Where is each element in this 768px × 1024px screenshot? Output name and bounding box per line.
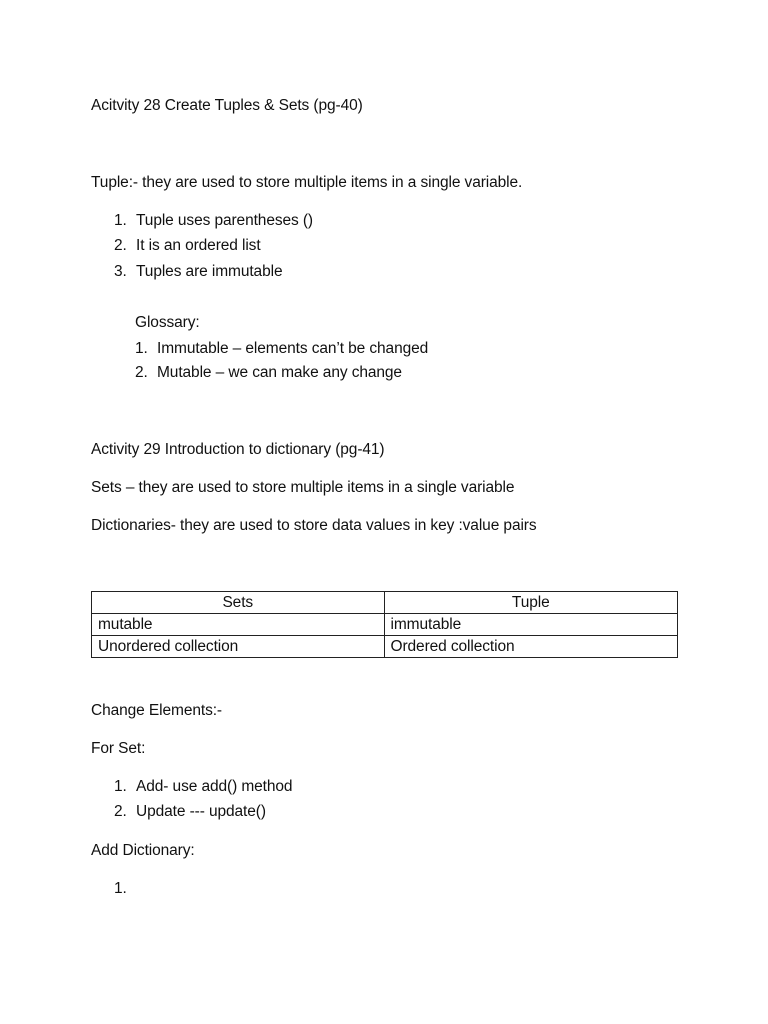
table-row [92, 614, 678, 636]
table-cell: Ordered collection [384, 636, 677, 658]
add-dictionary-heading: Add Dictionary: [91, 842, 195, 859]
list-item [114, 879, 136, 899]
list-number: 1. [114, 212, 127, 229]
list-number: 2. [114, 803, 127, 820]
dictionaries-definition: Dictionaries- they are used to store data values in key :value pairs [91, 517, 537, 534]
list-item [114, 236, 261, 256]
activity28-title: Acitvity 28 Create Tuples & Sets (pg-40) [91, 97, 363, 114]
sets-definition: Sets – they are used to store multiple items in a single variable [91, 479, 515, 496]
table-header-cell: Sets [92, 592, 385, 614]
table-row [92, 636, 678, 658]
glossary-heading: Glossary: [135, 314, 200, 331]
list-item [114, 802, 266, 822]
table-cell: mutable [92, 614, 385, 636]
glossary-item [135, 363, 402, 383]
list-number: 3. [114, 263, 127, 280]
list-text: Tuple uses parentheses () [136, 212, 313, 229]
list-text: Tuples are immutable [136, 263, 283, 280]
table-header-row [92, 592, 678, 614]
table-cell: immutable [384, 614, 677, 636]
tuple-definition: Tuple:- they are used to store multiple items in a single variable. [91, 174, 523, 191]
list-number: 1. [114, 778, 127, 795]
list-item [114, 211, 313, 231]
list-text: It is an ordered list [136, 237, 261, 254]
list-item [114, 262, 282, 282]
list-text: Update --- update() [136, 803, 266, 820]
for-set-heading: For Set: [91, 740, 146, 757]
change-elements-heading: Change Elements:- [91, 702, 222, 719]
activity29-title: Activity 29 Introduction to dictionary (pg-41) [91, 441, 385, 458]
list-number: 2. [114, 237, 127, 254]
list-number: 2. [135, 364, 148, 381]
list-text: Add- use add() method [136, 778, 293, 795]
table-header-cell: Tuple [384, 592, 677, 614]
list-number: 1. [114, 880, 127, 897]
glossary-item [135, 339, 428, 359]
comparison-table [91, 591, 678, 658]
list-number: 1. [135, 340, 148, 357]
list-text: Mutable – we can make any change [157, 364, 402, 381]
table-cell: Unordered collection [92, 636, 385, 658]
list-text: Immutable – elements can’t be changed [157, 340, 429, 357]
list-item [114, 777, 292, 797]
